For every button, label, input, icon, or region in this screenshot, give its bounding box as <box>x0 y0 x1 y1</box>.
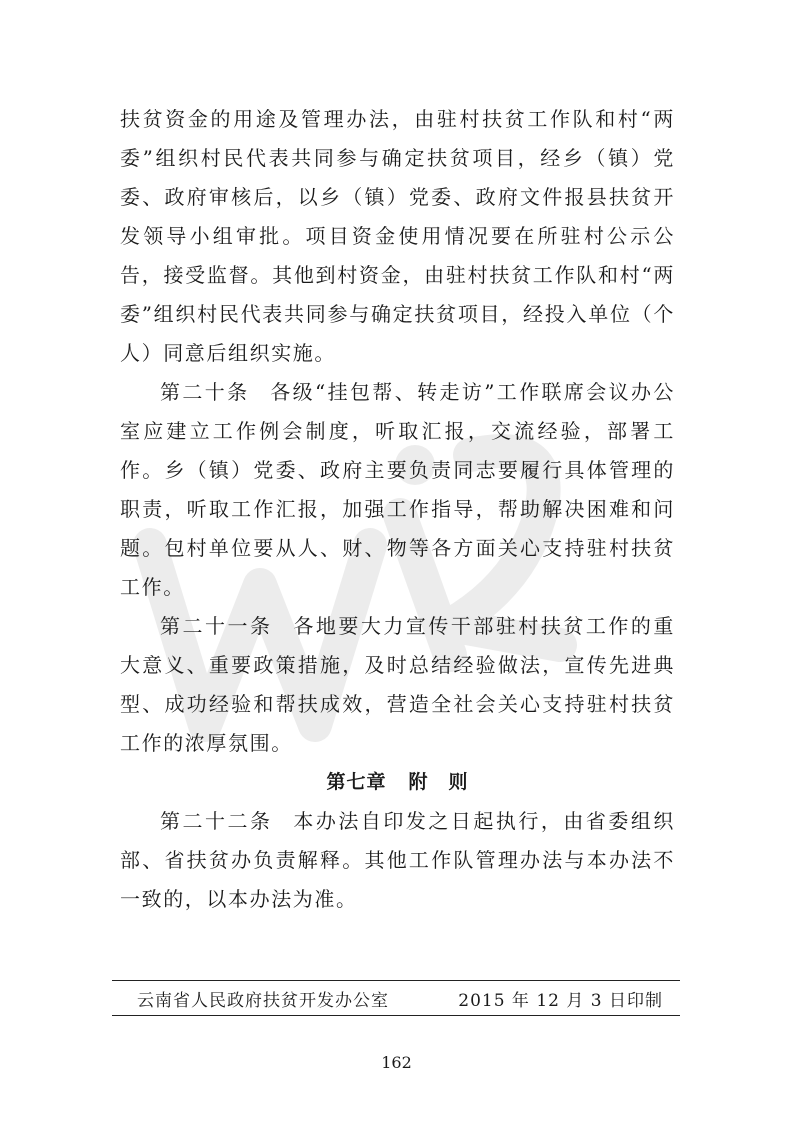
footer-issuer: 云南省人民政府扶贫开发办公室 <box>137 991 389 1011</box>
article-22-text: 本办法自印发之日起执行，由省委组织部、省扶贫办负责解释。其他工作队管理办法与本办法不一致的，以本办法为准。 <box>120 809 675 911</box>
chapter-number: 第七章 <box>326 771 387 793</box>
paragraph-continuation: 扶贫资金的用途及管理办法，由驻村扶贫工作队和村“两委”组织村民代表共同参与确定扶贫项目，经乡（镇）党委、政府审核后，以乡（镇）党委、政府文件报县扶贫开发领导小组审批。项目资金使用情况要在所驻村公示公告，接受监督。其他到村资金，由驻村扶贫工作队和村“两委”组织村民代表共同参与确定扶贫项目，经投入单位（个人）同意后组织实施。 <box>120 107 675 365</box>
chapter-title: 附 则 <box>408 771 469 793</box>
article-21-text: 各地要大力宣传干部驻村扶贫工作的重大意义、重要政策措施，及时总结经验做法，宣传先进典型、成功经验和帮扶成效，营造全社会关心支持驻村扶贫工作的浓厚氛围。 <box>120 614 675 755</box>
article-20 <box>120 373 675 607</box>
chapter-heading <box>120 763 675 802</box>
footer-rule-top <box>112 980 680 981</box>
article-22-number: 第二十二条 <box>160 809 273 833</box>
article-21-number: 第二十一条 <box>160 614 273 638</box>
article-20-text: 各级“挂包帮、转走访”工作联席会议办公室应建立工作例会制度，听取汇报，交流经验，部署工作。乡（镇）党委、政府主要负责同志要履行具体管理的职责，听取工作汇报，加强工作指导，帮助解决困难和问题。包村单位要从人、财、物等各方面关心支持驻村扶贫工作。 <box>120 380 675 599</box>
page-number: 162 <box>381 1053 412 1072</box>
article-21 <box>120 607 675 763</box>
footer-print-date: 2015 年 12 月 3 日印制 <box>458 991 663 1011</box>
document-body <box>120 100 675 919</box>
article-20-number: 第二十条 <box>160 380 250 404</box>
article-22 <box>120 802 675 919</box>
footer-rule-bottom <box>112 1015 680 1016</box>
